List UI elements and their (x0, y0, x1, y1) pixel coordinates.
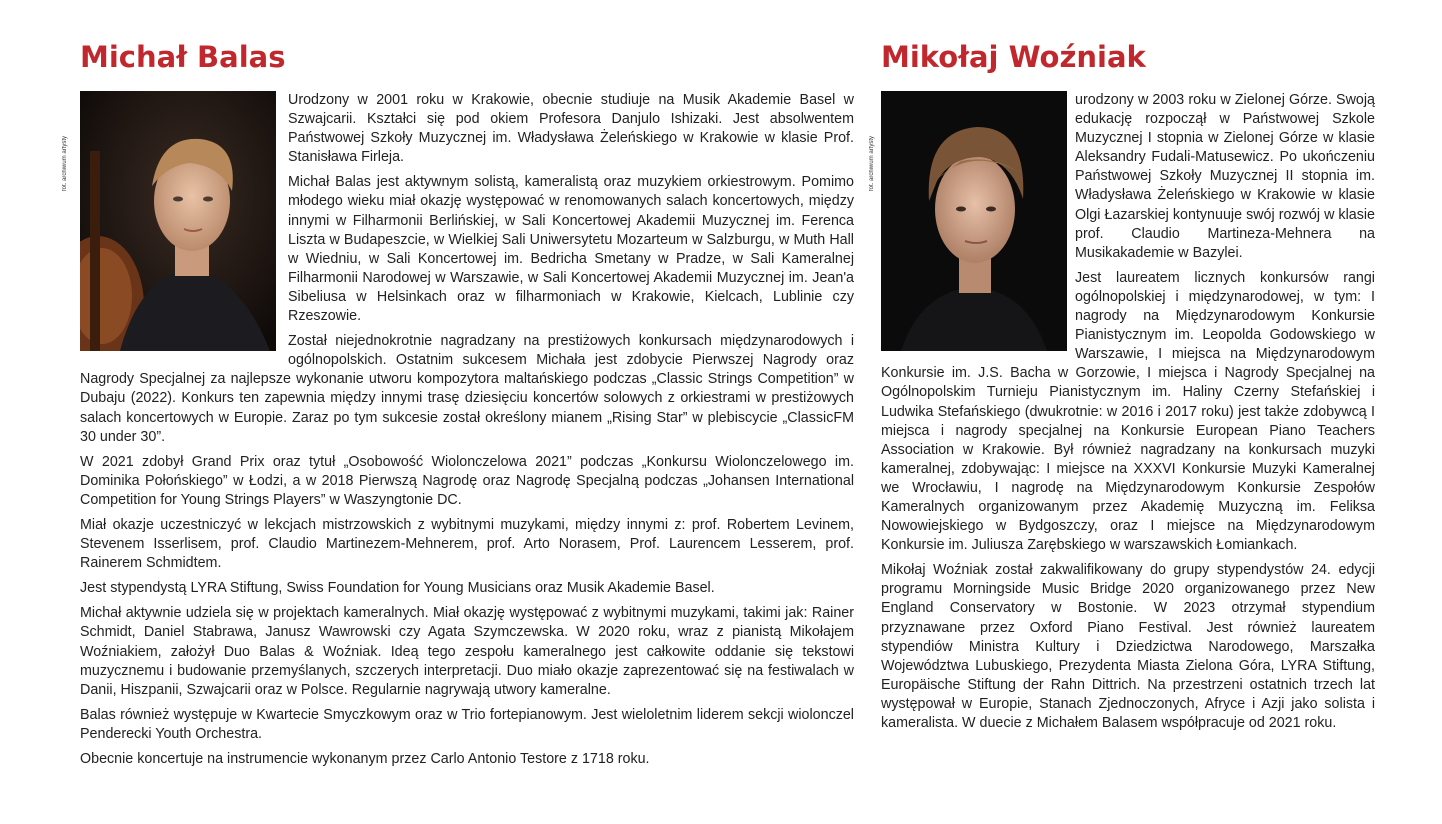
bio-text (80, 91, 854, 775)
photo-credit: fot. archiwum artysty (62, 135, 68, 191)
portrait-photo-michal-balas (80, 91, 276, 351)
bio-paragraph: Jest stypendystą LYRA Stiftung, Swiss Foundation for Young Musicians oraz Musik Akademie Basel. (80, 580, 715, 597)
bio-paragraph: Obecnie koncertuje na instrumencie wykonanym przez Carlo Antonio Testore z 1718 roku. (80, 751, 650, 767)
photo-credit: fot. archiwum artysty (869, 135, 875, 191)
bio-paragraph: Urodzony w 2001 roku w Krakowie, obecnie studiuje na Musik Akademie Basel w Szwajcarii. Kształci się pod okiem Profesora Danjulo Ishizaki. Jest absolwentem Państwowej Szkoły Muzycznej im. Władysława Żeleńskiego w Krakowie w klasie Prof. Stanisława Firleja. (288, 92, 854, 166)
bio-paragraph: Miał okazje uczestniczyć w lekcjach mistrzowskich z wybitnymi muzykami, między innymi z: prof. Robertem Levinem, Stevenem Isserlisem, prof. Claudio Martinezem-Mehnerem, prof. Arto Norasem, Prof. Laurencem Lesserem, prof. Rainerem Schmidtem. (80, 516, 854, 572)
artist-name-heading: Mikołaj Woźniak (881, 40, 1146, 74)
bio-text (881, 91, 1375, 739)
bio-paragraph: Mikołaj Woźniak został zakwalifikowany do grupy stypendystów 24. edycji programu Morningside Music Bridge 2020 organizowanego przez New England Conservatory w Bostonie. W 2023 otrzymał stypendium przyznawane przez Oxford Piano Festival. Jest również laureatem stypendiów Ministra Kultury i Dziedzictwa Narodowego, Marszałka Województwa Lubuskiego, Prezydenta Miasta Zielona Góra, LYRA Stiftung, Europäische Stiftung der Rahn Dittrich. Na przestrzeni ostatnich trzech lat występował w Europie, Stanach Zjednoczonych, Afryce i Azji jako solista i kameralista. W duecie z Michałem Balasem współpracuje od 2021 roku. (881, 562, 1375, 731)
bio-paragraph: Balas również występuje w Kwartecie Smyczkowym oraz w Trio fortepianowym. Jest wieloletnim liderem sekcji wiolonczel Penderecki Youth Orchestra. (80, 706, 854, 742)
artist-name-heading: Michał Balas (80, 40, 286, 74)
bio-paragraph: Michał aktywnie udziela się w projektach kameralnych. Miał okazję występować z wybitnymi muzykami, takimi jak: Rainer Schmidt, Daniel Stabrawa, Janusz Wawrowski czy Agata Szymczewska. W 2020 roku, wraz z pianistą Mikołajem Woźniakiem, założył Duo Balas & Woźniak. Ideą tego zespołu kameralnego jest całkowite oddanie się tekstowi muzycznemu i budowanie przemyślanych, szczerych interpretacji. Duo miało okazje zaprezentować się na festiwalach w Danii, Hiszpanii, Szwajcarii oraz w Polsce. Regularnie nagrywają utwory kameralne. (80, 605, 854, 698)
bio-paragraph: Jest laureatem licznych konkursów rangi ogólnopolskiej i międzynarodowej, w tym: I nagrody na Międzynarodowym Konkursie Pianistycznym im. Leopolda Godowskiego w Warszawie, I miejsca na Międzynarodowym Konkursie im. J.S. Bacha w Gorzowie, I miejsca i Nagrody Specjalnej na Ogólnopolskim Turnieju Pianistycznym im. Haliny Czerny Stefańskiej i Ludwika Stefańskiego (dwukrotnie: w 2016 i 2017 roku) jest także zdobywcą I miejsca i nagrody specjalnej na Konkursie European Piano Teachers Association w Krakowie. Był również nagradzany na konkursach muzyki kameralnej, zdobywając: I miejsce na XXXVI Konkursie Muzyki Kameralnej we Wrocławiu, I nagrodę na Międzynarodowym Konkursie Zespołów Kameralnych organizowanym przez Akademię Muzyczną im. Feliksa Nowowiejskiego w Bydgoszczy, oraz I miejsce na Międzynarodowym Konkursie im. Juliusza Zarębskiego w warszawskich Łomiankach. (881, 269, 1375, 554)
bio-paragraph: Został niejednokrotnie nagradzany na prestiżowych konkursach międzynarodowych i ogólnopolskich. Ostatnim sukcesem Michała jest zdobycie Pierwszej Nagrody oraz Nagrody Specjalnej za najlepsze wykonanie utworu kompozytora maltańskiego podczas „Classic Strings Competition” w Dubaju (2022). Konkurs ten zapewnia między innymi trasę dziesięciu koncertów solowych z orkiestrami w prestiżowych salach koncertowych w Europie. Zaraz po tym sukcesie został określony mianem „Rising Star” w plebiscycie „ClassicFM 30 under 30”. (80, 333, 854, 445)
bio-paragraph: Michał Balas jest aktywnym solistą, kameralistą oraz muzykiem orkiestrowym. Pomimo młodego wieku miał okazję występować w renomowanych salach koncertowych, między innymi w Filharmonii Berlińskiej, w Sali Koncertowej Akademii Muzycznej im. Ferenca Liszta w Budapeszcie, w Wielkiej Sali Uniwersytetu Mozarteum w Salzburgu, w Muth Hall w Wiedniu, w Sali Koncertowej im. Bedricha Smetany w Pradze, w Sali Kameralnej Filharmonii Narodowej w Warszawie, w Sali Koncertowej Akademii Muzycznej im. Jean'a Sibeliusa w Helsinkach oraz w filharmoniach w Krakowie, Kielcach, Lublinie czy Rzeszowie. (288, 174, 854, 325)
bio-paragraph: urodzony w 2003 roku w Zielonej Górze. Swoją edukację rozpoczął w Państwowej Szkole Muzycznej I stopnia w Zielonej Górze w klasie Aleksandry Fudali-Matusewicz. Po ukończeniu Państwowej Szkoły Muzycznej II stopnia im. Władysława Żeleńskiego w Krakowie w klasie Olgi Łazarskiej kontynuuje swój rozwój w klasie prof. Claudio Martineza-Mehnera na Musikakademie w Bazylei. (1075, 92, 1375, 261)
bio-paragraph: W 2021 zdobył Grand Prix oraz tytuł „Osobowość Wiolonczelowa 2021” podczas „Konkursu Wiolonczelowego im. Dominika Połońskiego” w Łodzi, a w 2018 Pierwszą Nagrodę oraz Nagrodę Specjalną podczas „Johansen International Competition for Young Strings Players” w Waszyngtonie DC. (80, 453, 854, 508)
portrait-photo-mikolaj-wozniak (881, 91, 1067, 351)
